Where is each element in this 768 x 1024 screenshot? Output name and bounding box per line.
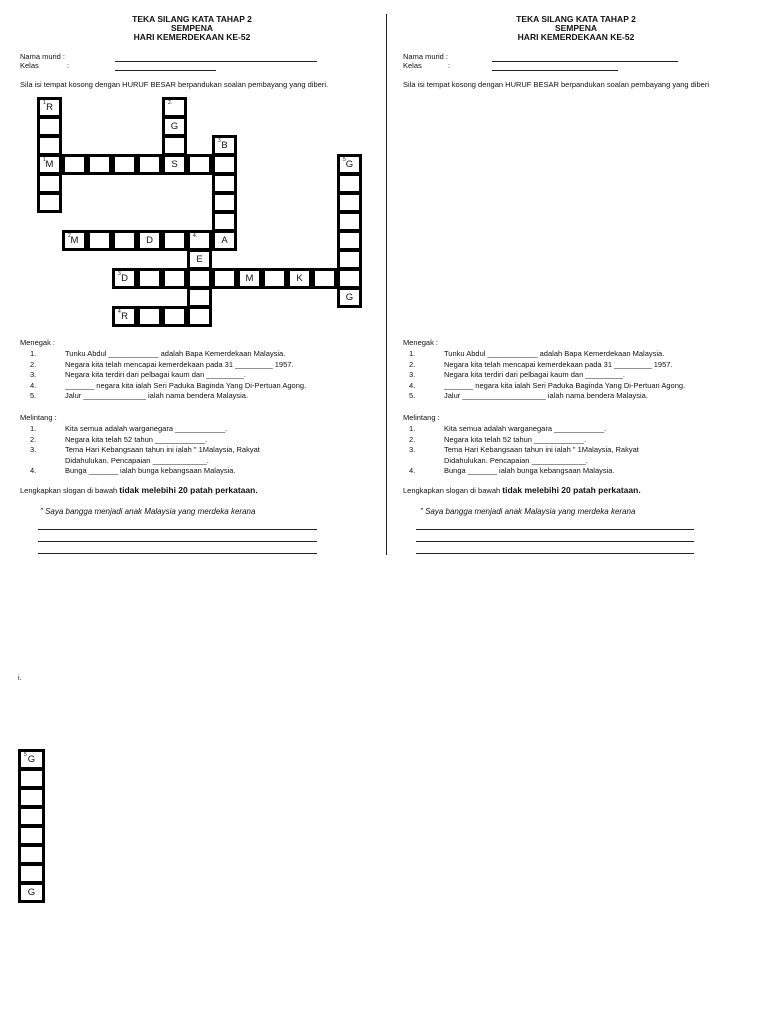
clue-text: Didahulukan. Pencapaian _____________. xyxy=(65,455,209,465)
clue-number: 5. xyxy=(30,391,37,400)
clue-text: Tema Hari Kebangsaan tahun ini ialah " 1Malaysia, Rakyat xyxy=(444,445,639,454)
clue-number: 1. xyxy=(30,424,37,433)
crossword-cell[interactable] xyxy=(212,135,237,156)
worksheet-subtitle: SEMPENA xyxy=(554,23,598,33)
given-letter: R xyxy=(46,102,53,113)
given-letter: M xyxy=(45,159,54,170)
clue-text: Bunga _______ ialah bunga kebangsaan Malaysia. xyxy=(65,466,236,475)
crossword-cell[interactable] xyxy=(137,268,162,289)
crossword-cell[interactable] xyxy=(337,173,362,194)
slogan-instruction xyxy=(20,485,258,496)
crossword-cell[interactable] xyxy=(37,135,62,156)
clue-text: Tunku Abdul ____________ adalah Bapa Kemerdekaan Malaysia. xyxy=(444,349,665,358)
clue-number: 5 xyxy=(343,157,346,163)
answer-line[interactable] xyxy=(416,541,694,542)
slogan-quote: " Saya bangga menjadi anak Malaysia yang merdeka kerana xyxy=(420,507,636,516)
worksheet-subtitle: SEMPENA xyxy=(170,23,214,33)
crossword-cell[interactable] xyxy=(112,306,137,327)
crossword-cell[interactable] xyxy=(187,154,212,175)
given-letter: D xyxy=(146,235,153,246)
clue-text: Negara kita telah 52 tahun ____________. xyxy=(444,434,587,444)
instruction-text: Sila isi tempat kosong dengan HURUF BESAR berpandukan soalan pembayang yang diberi. xyxy=(20,80,329,89)
slogan-quote: " Saya bangga menjadi anak Malaysia yang merdeka kerana xyxy=(40,507,256,516)
clue-number: 2. xyxy=(30,434,37,444)
crossword-cell[interactable] xyxy=(112,230,137,251)
slogan-instruction-text: Lengkapkan slogan di bawah xyxy=(20,486,118,495)
class-colon: : xyxy=(448,61,451,70)
clue-number: 4. xyxy=(409,466,416,475)
worksheet-right xyxy=(384,0,768,560)
clue-number: 3. xyxy=(30,370,37,379)
clue-text: Tunku Abdul ____________ adalah Bapa Kemerdekaan Malaysia. xyxy=(65,349,286,358)
crossword-cell[interactable] xyxy=(18,863,45,884)
clue-text: Kita semua adalah warganegara ____________. xyxy=(444,424,607,433)
crossword-cell[interactable] xyxy=(337,211,362,232)
down-heading: Menegak : xyxy=(403,338,439,347)
given-letter: G xyxy=(345,292,354,303)
worksheet-left xyxy=(0,0,384,560)
slogan-word-limit: tidak melebihi 20 patah perkataan. xyxy=(502,485,641,495)
answer-line[interactable] xyxy=(416,529,694,530)
slogan-instruction xyxy=(403,485,641,496)
crossword-cell[interactable] xyxy=(18,825,45,846)
clue-text: Kita semua adalah warganegara ____________. xyxy=(65,424,228,433)
clue-number: 2. xyxy=(409,359,416,369)
crossword-cell[interactable] xyxy=(62,230,87,251)
crossword-cell[interactable] xyxy=(137,154,162,175)
clue-text: Negara kita terdiri dari pelbagai kaum dan _________. xyxy=(444,370,625,379)
crossword-cell[interactable] xyxy=(262,268,287,289)
clue-text: Bunga _______ ialah bunga kebangsaan Malaysia. xyxy=(444,466,615,475)
crossword-cell[interactable] xyxy=(87,154,112,175)
given-letter: E xyxy=(196,254,203,265)
crossword-cell[interactable] xyxy=(37,116,62,137)
clue-text: Negara kita telah mencapai kemerdekaan pada 31 _________ 1957. xyxy=(65,359,294,369)
clue-number: 3 xyxy=(218,138,221,144)
clue-text: Didahulukan. Pencapaian _____________. xyxy=(444,455,588,465)
down-heading: Menegak : xyxy=(20,338,56,347)
given-letter: B xyxy=(221,140,228,151)
clue-text: Negara kita terdiri dari pelbagai kaum dan _________. xyxy=(65,370,246,379)
crossword-cell[interactable] xyxy=(162,268,187,289)
crossword-cell[interactable] xyxy=(212,268,237,289)
given-letter: G xyxy=(345,159,354,170)
crossword-cell[interactable] xyxy=(287,268,312,289)
crossword-cell[interactable] xyxy=(162,230,187,251)
given-letter: G xyxy=(170,121,179,132)
given-letter: R xyxy=(121,311,128,322)
worksheet-title: TEKA SILANG KATA TAHAP 2 xyxy=(516,14,636,24)
crossword-cell[interactable] xyxy=(112,154,137,175)
crossword-cell[interactable] xyxy=(18,882,45,903)
class-label: Kelas xyxy=(20,61,39,70)
crossword-cell[interactable] xyxy=(337,287,362,308)
worksheet-title: TEKA SILANG KATA TAHAP 2 xyxy=(132,14,252,24)
crossword-cell[interactable] xyxy=(337,230,362,251)
clue-number: 1. xyxy=(409,349,416,358)
crossword-cell[interactable] xyxy=(162,97,187,118)
clue-text: Jalur ____________________ ialah nama bendera Malaysia. xyxy=(444,391,648,400)
crossword-cell[interactable] xyxy=(337,249,362,270)
crossword-cell[interactable] xyxy=(18,768,45,789)
clue-text: _______ negara kita ialah Seri Paduka Baginda Yang Di-Pertuan Agong. xyxy=(65,380,307,390)
clue-number: 1. xyxy=(30,349,37,358)
clue-number: 2. xyxy=(30,359,37,369)
crossword-cell[interactable] xyxy=(137,306,162,327)
clue-number: 4. xyxy=(193,233,198,239)
clue-number: 4. xyxy=(30,380,37,390)
given-letter: M xyxy=(70,235,79,246)
clue-number: 1 xyxy=(43,100,46,106)
stray-mark: i. xyxy=(18,675,22,682)
crossword-cell[interactable] xyxy=(37,192,62,213)
clue-number: 2 xyxy=(68,233,71,239)
student-name-label: Nama murid : xyxy=(20,52,66,61)
crossword-cell[interactable] xyxy=(162,306,187,327)
class-colon: : xyxy=(67,61,70,70)
given-letter: G xyxy=(27,887,36,898)
crossword-cell[interactable] xyxy=(187,287,212,308)
crossword-grid xyxy=(384,0,768,330)
slogan-word-limit: tidak melebihi 20 patah perkataan. xyxy=(119,485,258,495)
crossword-cell[interactable] xyxy=(18,844,45,865)
crossword-cell[interactable] xyxy=(62,154,87,175)
instruction-text: Sila isi tempat kosong dengan HURUF BESAR berpandukan soalan pembayang yang diberi xyxy=(403,80,710,89)
crossword-cell[interactable] xyxy=(18,806,45,827)
clue-text: Negara kita telah 52 tahun ____________. xyxy=(65,434,208,444)
answer-line[interactable] xyxy=(38,541,317,542)
clue-number: 4 xyxy=(118,309,121,315)
clue-number: 5 xyxy=(24,752,27,758)
answer-line[interactable] xyxy=(38,529,317,530)
crossword-cell[interactable] xyxy=(212,211,237,232)
worksheet-occasion: HARI KEMERDEKAAN KE-52 xyxy=(133,32,251,42)
student-name-label: Nama murid : xyxy=(403,52,449,61)
clue-number: 3. xyxy=(409,445,416,454)
crossword-cell[interactable] xyxy=(187,268,212,289)
across-heading: Melintang : xyxy=(403,413,440,422)
clue-number: 3. xyxy=(409,370,416,379)
slogan-instruction-text: Lengkapkan slogan di bawah xyxy=(403,486,501,495)
clue-number: 1. xyxy=(409,424,416,433)
crossword-cell[interactable] xyxy=(162,116,187,137)
given-letter: A xyxy=(221,235,228,246)
clue-number: 3. xyxy=(30,445,37,454)
clue-number: 2. xyxy=(168,100,173,106)
crossword-cell[interactable] xyxy=(162,154,187,175)
given-letter: G xyxy=(27,754,36,765)
clue-number: 4. xyxy=(30,466,37,475)
crossword-cell[interactable] xyxy=(212,173,237,194)
crossword-cell[interactable] xyxy=(187,230,212,251)
crossword-cell[interactable] xyxy=(187,306,212,327)
clue-number: 1 xyxy=(43,157,46,163)
crossword-cell[interactable] xyxy=(162,135,187,156)
given-letter: M xyxy=(245,273,254,284)
crossword-cell[interactable] xyxy=(112,268,137,289)
crossword-grid xyxy=(0,0,384,330)
answer-line[interactable] xyxy=(38,553,317,554)
clue-number: 4. xyxy=(409,380,416,390)
clue-text: _______ negara kita ialah Seri Paduka Baginda Yang Di-Pertuan Agong. xyxy=(444,380,686,390)
crossword-cell[interactable] xyxy=(212,192,237,213)
clue-number: 2. xyxy=(409,434,416,444)
crossword-cell[interactable] xyxy=(337,268,362,289)
crossword-cell[interactable] xyxy=(18,787,45,808)
crossword-cell[interactable] xyxy=(87,230,112,251)
crossword-cell[interactable] xyxy=(337,192,362,213)
crossword-cell[interactable] xyxy=(237,268,262,289)
class-label: Kelas xyxy=(403,61,422,70)
clue-number: 3 xyxy=(118,271,121,277)
crossword-cell[interactable] xyxy=(37,97,62,118)
answer-line[interactable] xyxy=(416,553,694,554)
crossword-cell[interactable] xyxy=(37,173,62,194)
given-letter: K xyxy=(296,273,303,284)
crossword-cell[interactable] xyxy=(212,154,237,175)
worksheet-occasion: HARI KEMERDEKAAN KE-52 xyxy=(517,32,635,42)
clue-number: 5. xyxy=(409,391,416,400)
crossword-cell[interactable] xyxy=(37,154,62,175)
crossword-cell[interactable] xyxy=(18,749,45,770)
crossword-cell[interactable] xyxy=(337,154,362,175)
crossword-cell[interactable] xyxy=(312,268,337,289)
crossword-cell[interactable] xyxy=(187,249,212,270)
crossword-cell[interactable] xyxy=(212,230,237,251)
given-letter: S xyxy=(171,159,178,170)
clue-text: Jalur _______________ ialah nama bendera Malaysia. xyxy=(65,391,249,400)
clue-text: Tema Hari Kebangsaan tahun ini ialah " 1Malaysia, Rakyat xyxy=(65,445,260,454)
given-letter: D xyxy=(121,273,128,284)
clue-text: Negara kita telah mencapai kemerdekaan pada 31 _________ 1957. xyxy=(444,359,673,369)
across-heading: Melintang : xyxy=(20,413,57,422)
crossword-cell[interactable] xyxy=(137,230,162,251)
